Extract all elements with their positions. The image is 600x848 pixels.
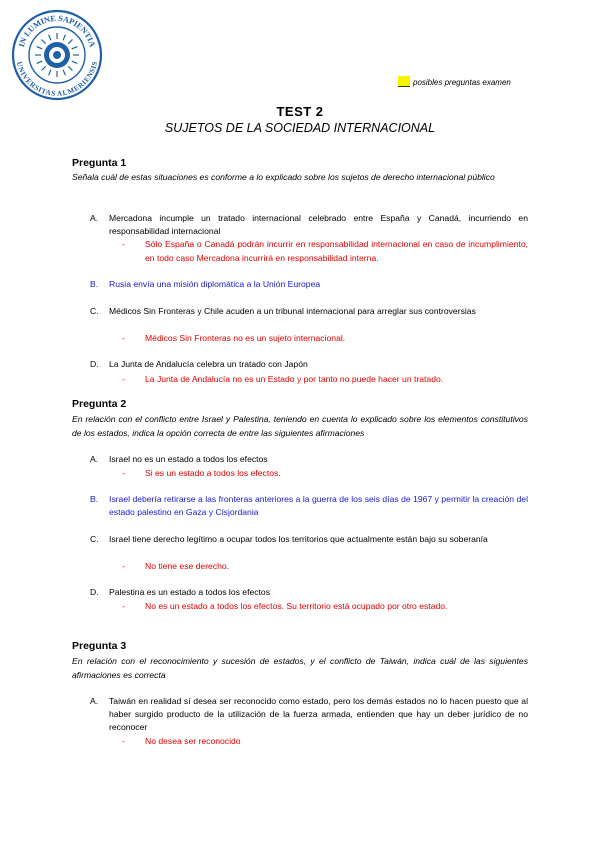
question-text: En relación con el conflicto entre Israel y Palestina, teniendo en cuenta lo explicado sobre los elementos constitutivos de los estados, indica la opción correcta de entre las siguientes afirmaciones [72,414,528,438]
option-text: Médicos Sin Fronteras y Chile acuden a un tribunal internacional para arreglar sus controversias [109,306,476,316]
university-seal-logo [11,9,103,101]
note-text: No es un estado a todos los efectos. Su territorio está ocupado por otro estado. [145,601,448,611]
option-note [122,599,528,613]
note-bullet: - [122,468,125,478]
highlight-swatch [398,76,410,87]
legend-label: posibles preguntas examen [413,78,511,87]
option-letter: C. [90,306,99,316]
option-note [122,734,528,748]
option-item [90,212,528,238]
option-item [90,305,528,318]
option-letter: B. [90,279,99,289]
note-bullet: - [122,601,125,611]
option-letter: D. [90,359,99,369]
option-letter: B. [90,494,99,504]
note-bullet: - [122,561,125,571]
svg-text:UNIVERSITAS ALMERIENSIS: UNIVERSITAS ALMERIENSIS [14,60,100,98]
svg-text:IN LUMINE SAPIENTIA: IN LUMINE SAPIENTIA [17,13,97,49]
option-note [122,559,528,573]
question-heading: Pregunta 3 [72,640,127,652]
note-text: Médicos Sin Fronteras no es un sujeto internacional. [145,333,346,343]
option-text: Israel tiene derecho legítimo a ocupar todos los territorios que actualmente están bajo su soberanía [109,534,488,544]
option-letter: D. [90,587,99,597]
option-item-correct [90,278,528,291]
option-note [122,372,528,386]
note-text: Si es un estado a todos los efectos. [145,468,281,478]
option-letter: A. [90,696,99,706]
question-heading: Pregunta 1 [72,157,127,169]
question-text: Señala cuál de estas situaciones es conforme a lo explicado sobre los sujetos de derecho internacional público [72,172,495,182]
option-item-correct [90,493,528,519]
note-bullet: - [122,736,125,746]
option-text: La Junta de Andalucía celebra un tratado con Japón [109,359,308,369]
option-letter: C. [90,534,99,544]
note-text: Sólo España o Canadá podrán incurrir en responsabilidad internacional en caso de incumplimiento, en todo caso Mercadona incurrirá en responsabilidad interna. [145,239,528,263]
page-subtitle: SUJETOS DE LA SOCIEDAD INTERNACIONAL [164,121,436,135]
option-item [90,586,528,599]
option-letter: A. [90,213,99,223]
note-text: No desea ser reconocido [145,736,241,746]
option-text: Israel debería retirarse a las fronteras anteriores a la guerra de los seis días de 1967 y permitir la creación del estado palestino en Gaza y Cisjordania [109,494,528,517]
note-text: No tiene ese derecho. [145,561,230,571]
legend [398,76,511,87]
option-text: Palestina es un estado a todos los efectos [109,587,270,597]
option-letter: A. [90,454,99,464]
note-bullet: - [122,333,125,343]
note-bullet: - [122,374,125,384]
question-text: En relación con el reconocimiento y sucesión de estados, y el conflicto de Taiwán, indica cuál de las siguientes afirmaciones es correcta [72,656,528,680]
question-heading: Pregunta 2 [72,398,127,410]
option-note [122,237,528,265]
page-title: TEST 2 [276,104,324,119]
option-item [90,695,528,734]
option-note [122,331,528,345]
option-item [90,358,528,371]
option-item [90,533,528,546]
note-text: La Junta de Andalucía no es un Estado y por tanto no puede hacer un tratado. [145,374,444,384]
option-text: Taiwán en realidad sí desea ser reconocido como estado, pero los demás estados no lo hacen puesto que al haber surgido producto de la utilización de la fuerza armada, entienden que hay un deber jurídico de no reconocer [109,696,528,732]
note-bullet: - [122,239,125,249]
option-text: Rusia envía una misión diplomática a la Unión Europea [109,279,321,289]
option-text: Israel no es un estado a todos los efectos [109,454,268,464]
option-item [90,453,528,466]
option-note [122,466,528,480]
option-text: Mercadona incumple un tratado internacional celebrado entre España y Canadá, incurriendo en responsabilidad internacional [109,213,528,236]
